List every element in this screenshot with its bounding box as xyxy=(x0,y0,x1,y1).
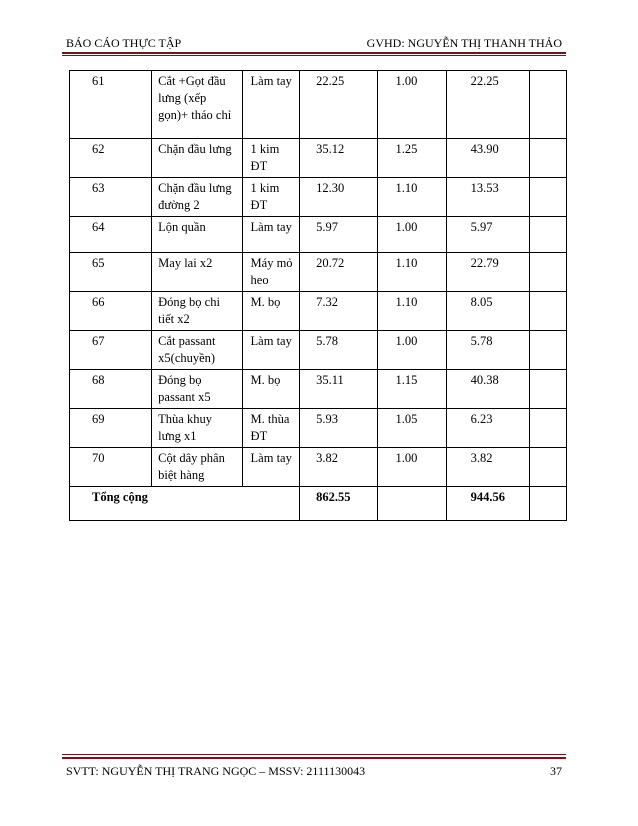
equipment: Làm tay xyxy=(242,71,300,139)
extra-cell xyxy=(530,139,567,178)
total-label: Tổng cộng xyxy=(70,487,300,521)
student-info: SVTT: NGUYỄN THỊ TRANG NGỌC – MSSV: 2111130043 xyxy=(66,764,366,778)
table-row xyxy=(70,139,567,178)
equipment: M. bọ xyxy=(242,370,300,409)
coefficient: 1.25 xyxy=(377,139,446,178)
extra-cell xyxy=(530,178,567,217)
footer-rule-thin xyxy=(62,754,566,755)
table-row xyxy=(70,331,567,370)
task-name: Cắt passant x5(chuyền) xyxy=(152,331,242,370)
task-name: May lai x2 xyxy=(152,253,242,292)
equipment: Làm tay xyxy=(242,217,300,253)
table-row xyxy=(70,409,567,448)
page-footer xyxy=(66,764,562,779)
total-extra-empty xyxy=(530,487,567,521)
report-title: BÁO CÁO THỰC TẬP xyxy=(66,36,182,50)
table-row xyxy=(70,71,567,139)
table-row xyxy=(70,370,567,409)
equipment: 1 kim ĐT xyxy=(242,178,300,217)
time-value: 7.32 xyxy=(300,292,377,331)
coefficient: 1.10 xyxy=(377,292,446,331)
total-value: 5.78 xyxy=(446,331,530,370)
coefficient: 1.05 xyxy=(377,409,446,448)
row-number: 64 xyxy=(70,217,152,253)
row-number: 61 xyxy=(70,71,152,139)
time-value: 12.30 xyxy=(300,178,377,217)
extra-cell xyxy=(530,331,567,370)
table-row xyxy=(70,292,567,331)
coefficient: 1.10 xyxy=(377,253,446,292)
total-value: 8.05 xyxy=(446,292,530,331)
row-number: 65 xyxy=(70,253,152,292)
advisor-name: GVHD: NGUYỄN THỊ THANH THẢO xyxy=(366,36,562,50)
extra-cell xyxy=(530,370,567,409)
row-number: 66 xyxy=(70,292,152,331)
equipment: 1 kim ĐT xyxy=(242,139,300,178)
row-number: 62 xyxy=(70,139,152,178)
table-row xyxy=(70,448,567,487)
total-value: 43.90 xyxy=(446,139,530,178)
time-value: 20.72 xyxy=(300,253,377,292)
equipment: M. bọ xyxy=(242,292,300,331)
header-rule-thin xyxy=(62,55,566,56)
page-number: 37 xyxy=(550,764,562,778)
table-row xyxy=(70,253,567,292)
coefficient: 1.00 xyxy=(377,448,446,487)
task-name: Đóng bọ passant x5 xyxy=(152,370,242,409)
extra-cell xyxy=(530,292,567,331)
time-value: 5.78 xyxy=(300,331,377,370)
row-number: 63 xyxy=(70,178,152,217)
extra-cell xyxy=(530,448,567,487)
extra-cell xyxy=(530,409,567,448)
extra-cell xyxy=(530,71,567,139)
task-name: Chặn đầu lưng đường 2 xyxy=(152,178,242,217)
page-header xyxy=(66,36,562,51)
table-row xyxy=(70,217,567,253)
grand-total: 944.56 xyxy=(446,487,530,521)
task-name: Chặn đầu lưng xyxy=(152,139,242,178)
coefficient: 1.00 xyxy=(377,217,446,253)
coefficient: 1.15 xyxy=(377,370,446,409)
task-name: Cột dây phân biệt hàng xyxy=(152,448,242,487)
task-name: Thùa khuy lưng x1 xyxy=(152,409,242,448)
total-value: 5.97 xyxy=(446,217,530,253)
extra-cell xyxy=(530,217,567,253)
row-number: 70 xyxy=(70,448,152,487)
total-value: 3.82 xyxy=(446,448,530,487)
time-value: 5.97 xyxy=(300,217,377,253)
task-name: Lộn quần xyxy=(152,217,242,253)
time-value: 35.11 xyxy=(300,370,377,409)
extra-cell xyxy=(530,253,567,292)
operations-table xyxy=(69,70,567,521)
header-rule xyxy=(62,52,566,54)
total-value: 40.38 xyxy=(446,370,530,409)
equipment: Làm tay xyxy=(242,448,300,487)
total-value: 22.79 xyxy=(446,253,530,292)
row-number: 68 xyxy=(70,370,152,409)
total-value: 22.25 xyxy=(446,71,530,139)
row-number: 67 xyxy=(70,331,152,370)
total-time: 862.55 xyxy=(300,487,377,521)
coefficient: 1.00 xyxy=(377,71,446,139)
time-value: 22.25 xyxy=(300,71,377,139)
total-value: 6.23 xyxy=(446,409,530,448)
task-name: Cắt +Gọt đầu lưng (xếp gọn)+ tháo chỉ xyxy=(152,71,242,139)
total-value: 13.53 xyxy=(446,178,530,217)
equipment: Máy mỏ heo xyxy=(242,253,300,292)
total-row xyxy=(70,487,567,521)
time-value: 3.82 xyxy=(300,448,377,487)
total-coef-empty xyxy=(377,487,446,521)
coefficient: 1.00 xyxy=(377,331,446,370)
equipment: Làm tay xyxy=(242,331,300,370)
task-name: Đóng bọ chi tiết x2 xyxy=(152,292,242,331)
equipment: M. thùa ĐT xyxy=(242,409,300,448)
row-number: 69 xyxy=(70,409,152,448)
time-value: 5.93 xyxy=(300,409,377,448)
footer-rule xyxy=(62,757,566,759)
table-row xyxy=(70,178,567,217)
coefficient: 1.10 xyxy=(377,178,446,217)
time-value: 35.12 xyxy=(300,139,377,178)
